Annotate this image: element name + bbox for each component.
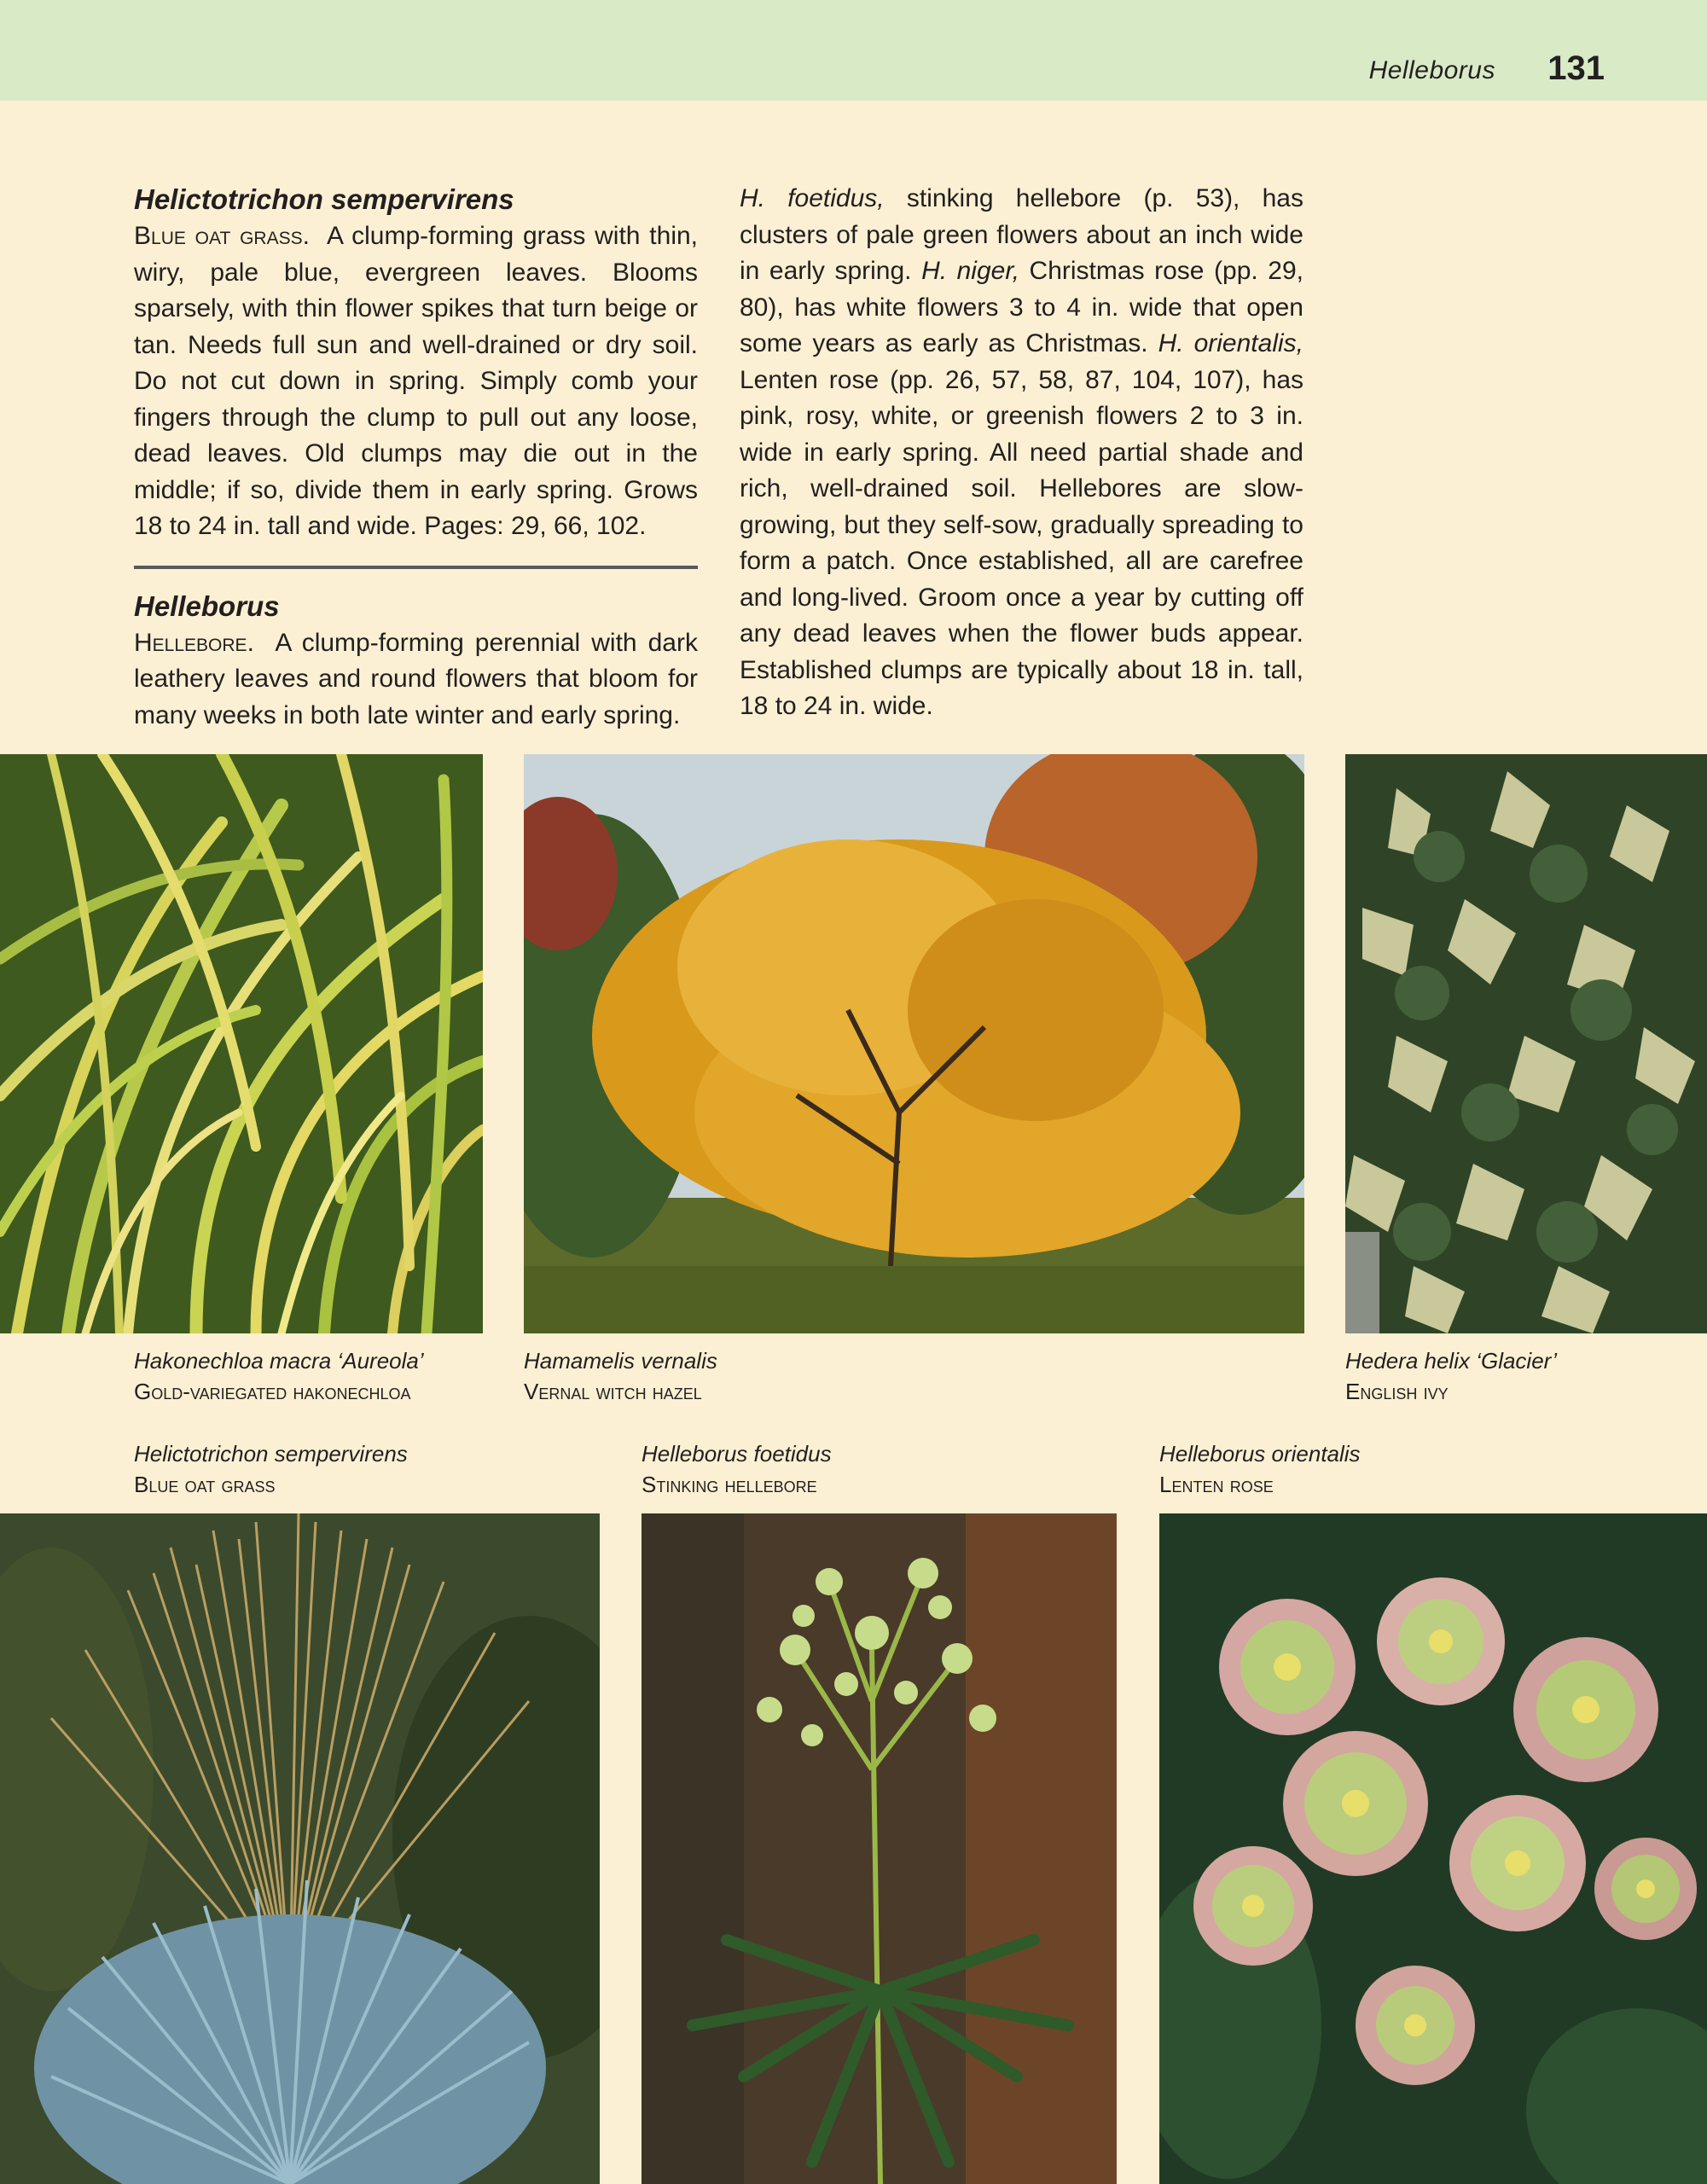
photo-helictotrichon xyxy=(0,1513,600,2184)
species-name: H. foetidus, xyxy=(740,184,885,212)
text-column-right xyxy=(740,181,1303,725)
caption-species: Hamamelis vernalis xyxy=(524,1348,717,1374)
caption-helictotrichon xyxy=(134,1438,408,1500)
species-name: H. niger, xyxy=(921,257,1019,285)
oat-grass-image xyxy=(0,1513,600,2184)
entry-divider xyxy=(134,566,698,569)
caption-species: Hakonechloa macra ‘Aureola’ xyxy=(134,1348,424,1374)
caption-hedera xyxy=(1345,1345,1557,1407)
photo-hedera xyxy=(1345,754,1707,1333)
species-name: H. orientalis, xyxy=(1158,329,1303,357)
photo-hakonechloa xyxy=(0,754,483,1333)
entry-text: A clump-forming grass with thin, wiry, pale blue, evergreen leaves. Blooms sparsely, with thin flower spikes that turn beige or tan. Needs full sun and well-drained or dry soil. Do not cut down in spring. Simply comb your fingers through the clump to pull out any loose, dead leaves. Old clumps may die out in the middle; if so, divide them in early spring. Grows 18 to 24 in. tall and wide. Pages: 29, 66, 102. xyxy=(134,222,698,540)
common-name: Hellebore xyxy=(134,628,247,657)
entry-title-helleborus: Helleborus xyxy=(134,590,280,622)
common-name: Blue oat grass xyxy=(134,222,303,250)
lenten-rose-image xyxy=(1159,1513,1707,2184)
stinking-hellebore-image xyxy=(642,1513,1117,2184)
caption-common: Gold-variegated hakonechloa xyxy=(134,1379,411,1404)
entry-text: stinking hellebore (p. 53), has clusters of pale green flowers about an inch wide in early spring. xyxy=(740,184,1303,285)
entry-body-helictotrichon: Blue oat grass. A clump-forming grass with thin, wiry, pale blue, evergreen leaves. Blooms sparsely, with thin flower spikes that turn beige or tan. Needs full sun and well-drained or dry soil. Do not cut down in spring. Simply comb your fingers through the clump to pull out any loose, dead leaves. Old clumps may die out in the middle; if so, divide them in early spring. Grows 18 to 24 in. tall and wide. Pages: 29, 66, 102. xyxy=(134,222,698,540)
caption-species: Helictotrichon sempervirens xyxy=(134,1441,408,1467)
caption-common: English ivy xyxy=(1345,1379,1449,1404)
photo-helleborus-foetidus xyxy=(642,1513,1117,2184)
entry-title-helictotrichon: Helictotrichon sempervirens xyxy=(134,183,514,215)
witch-hazel-image xyxy=(524,754,1304,1333)
caption-species: Hedera helix ‘Glacier’ xyxy=(1345,1348,1558,1374)
page-number: 131 xyxy=(1547,49,1605,87)
caption-common: Vernal witch hazel xyxy=(524,1379,702,1404)
caption-common: Lenten rose xyxy=(1159,1472,1274,1497)
caption-hakonechloa xyxy=(134,1345,424,1407)
photo-helleborus-orientalis xyxy=(1159,1513,1707,2184)
entry-body-helleborus: Hellebore. A clump-forming perennial with dark leathery leaves and round flowers that bloom for many weeks in both late winter and early spring. xyxy=(134,628,698,729)
caption-common: Blue oat grass xyxy=(134,1472,276,1497)
page-header xyxy=(0,0,1707,101)
text-column-left xyxy=(134,181,698,734)
ivy-image xyxy=(1345,754,1707,1333)
caption-helleborus-orientalis xyxy=(1159,1438,1361,1500)
caption-species: Helleborus orientalis xyxy=(1159,1441,1361,1467)
entry-text: A clump-forming perennial with dark leathery leaves and round flowers that bloom for many weeks in both late winter and early spring. xyxy=(134,628,698,729)
caption-helleborus-foetidus xyxy=(642,1438,832,1500)
caption-common: Stinking hellebore xyxy=(642,1472,817,1497)
running-title: Helleborus xyxy=(1368,56,1495,84)
entry-text: Lenten rose (pp. 26, 57, 58, 87, 104, 107), has pink, rosy, white, or greenish flowers 2 to 3 in. wide in early spring. All need partial shade and rich, well-drained soil. Hellebores are slow-growing, but they self-sow, gradually spreading to form a patch. Once established, all are carefree and long-lived. Groom once a year by cutting off any dead leaves when the flower buds appear. Established clumps are typically about 18 in. tall, 18 to 24 in. wide. xyxy=(740,365,1303,720)
caption-species: Helleborus foetidus xyxy=(642,1441,832,1467)
entry-text: Christmas rose (pp. 29, 80), has white flowers 3 to 4 in. wide that open some years as early as Christmas. xyxy=(740,257,1303,357)
grass-image xyxy=(0,754,483,1333)
photo-hamamelis xyxy=(524,754,1304,1333)
entry-body-helleborus-continued xyxy=(740,181,1303,725)
caption-hamamelis xyxy=(524,1345,717,1407)
